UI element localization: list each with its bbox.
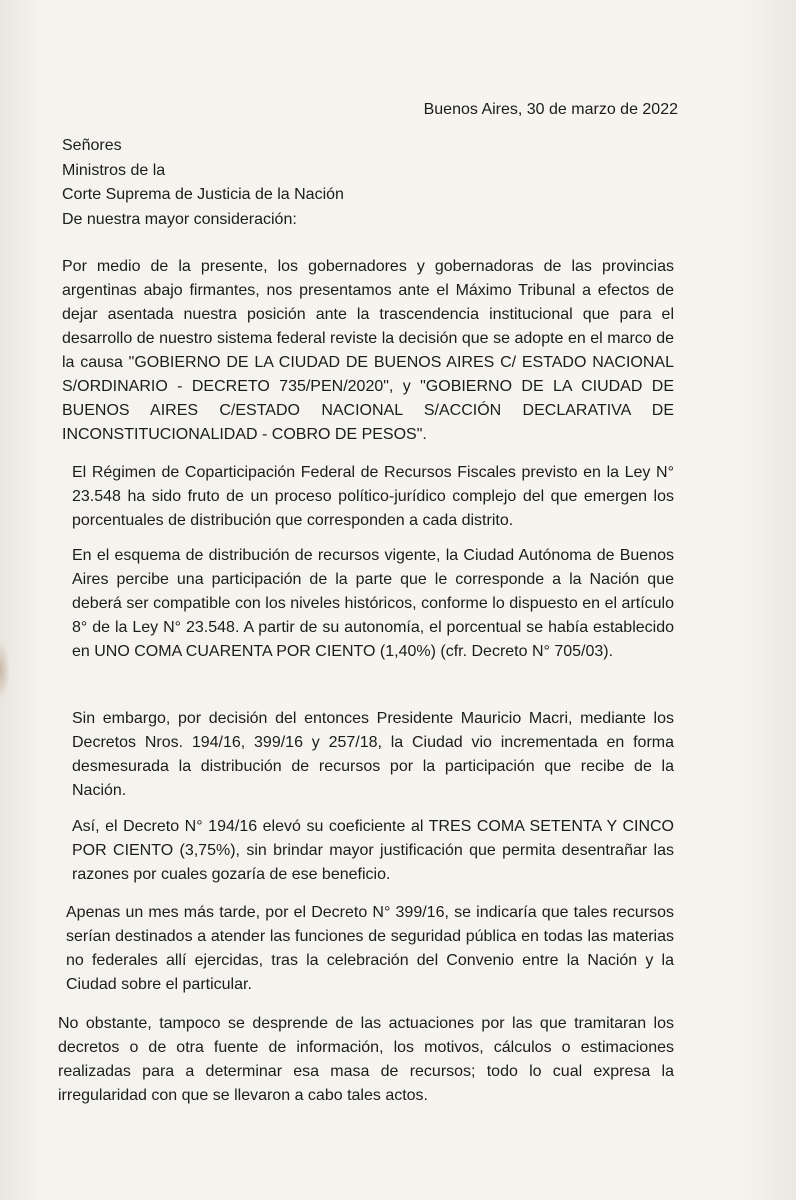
page-edge-shadow: [0, 640, 10, 700]
body-paragraph: Sin embargo, por decisión del entonces Presidente Mauricio Macri, mediante los Decretos Nros. 194/16, 399/16 y 257/18, la Ciudad vio incrementada en forma desmesurada la distribución de recursos por la participación que recibe de la Nación.: [72, 710, 674, 799]
body-paragraph: Así, el Decreto N° 194/16 elevó su coeficiente al TRES COMA SETENTA Y CINCO POR CIENTO (3,75%), sin brindar mayor justificación que permita desentrañar las razones por cuales gozaría de ese beneficio.: [72, 818, 674, 883]
addressee-block: [62, 134, 344, 232]
salutation: De nuestra mayor consideración:: [62, 210, 297, 228]
body-paragraph: Apenas un mes más tarde, por el Decreto N° 399/16, se indicaría que tales recursos serían destinados a atender las funciones de seguridad pública en todas las materias no federales allí ejercidas, tras la celebración del Convenio entre la Nación y la Ciudad sobre el particular.: [66, 904, 674, 993]
addressee-line: Ministros de la: [62, 161, 166, 179]
body-paragraph: Por medio de la presente, los gobernadores y gobernadoras de las provincias argentinas abajo firmantes, nos presentamos ante el Máximo Tribunal a efectos de dejar asentada nuestra posición ante la trascendencia institucional que para el desarrollo de nuestro sistema federal reviste la decisión que se adopte en el marco de la causa "GOBIERNO DE LA CIUDAD DE BUENOS AIRES C/ ESTADO NACIONAL S/ORDINARIO - DECRETO 735/PEN/2020", y "GOBIERNO DE LA CIUDAD DE BUENOS AIRES C/ESTADO NACIONAL S/ACCIÓN DECLARATIVA DE INCONSTITUCIONALIDAD - COBRO DE PESOS".: [62, 258, 674, 443]
body-paragraph: El Régimen de Coparticipación Federal de Recursos Fiscales previsto en la Ley N° 23.548 ha sido fruto de un proceso político-jurídico complejo del que emergen los porcentuales de distribución que corresponden a cada distrito.: [72, 464, 674, 529]
body-paragraph: No obstante, tampoco se desprende de las actuaciones por las que tramitaran los decretos o de otra fuente de información, los motivos, cálculos o estimaciones realizadas para a determinar esa masa de recursos; todo lo cual expresa la irregularidad con que se llevaron a cabo tales actos.: [58, 1015, 674, 1104]
addressee-line: Corte Suprema de Justicia de la Nación: [62, 186, 344, 203]
letter-date: Buenos Aires, 30 de marzo de 2022: [423, 101, 678, 118]
addressee-line: Señores: [62, 137, 122, 154]
body-paragraph: En el esquema de distribución de recursos vigente, la Ciudad Autónoma de Buenos Aires percibe una participación de la parte que le corresponde a la Nación que deberá ser compatible con los niveles históricos, conforme lo dispuesto en el artículo 8° de la Ley N° 23.548. A partir de su autonomía, el porcentual se había establecido en UNO COMA CUARENTA POR CIENTO (1,40%) (cfr. Decreto N° 705/03).: [72, 547, 674, 660]
